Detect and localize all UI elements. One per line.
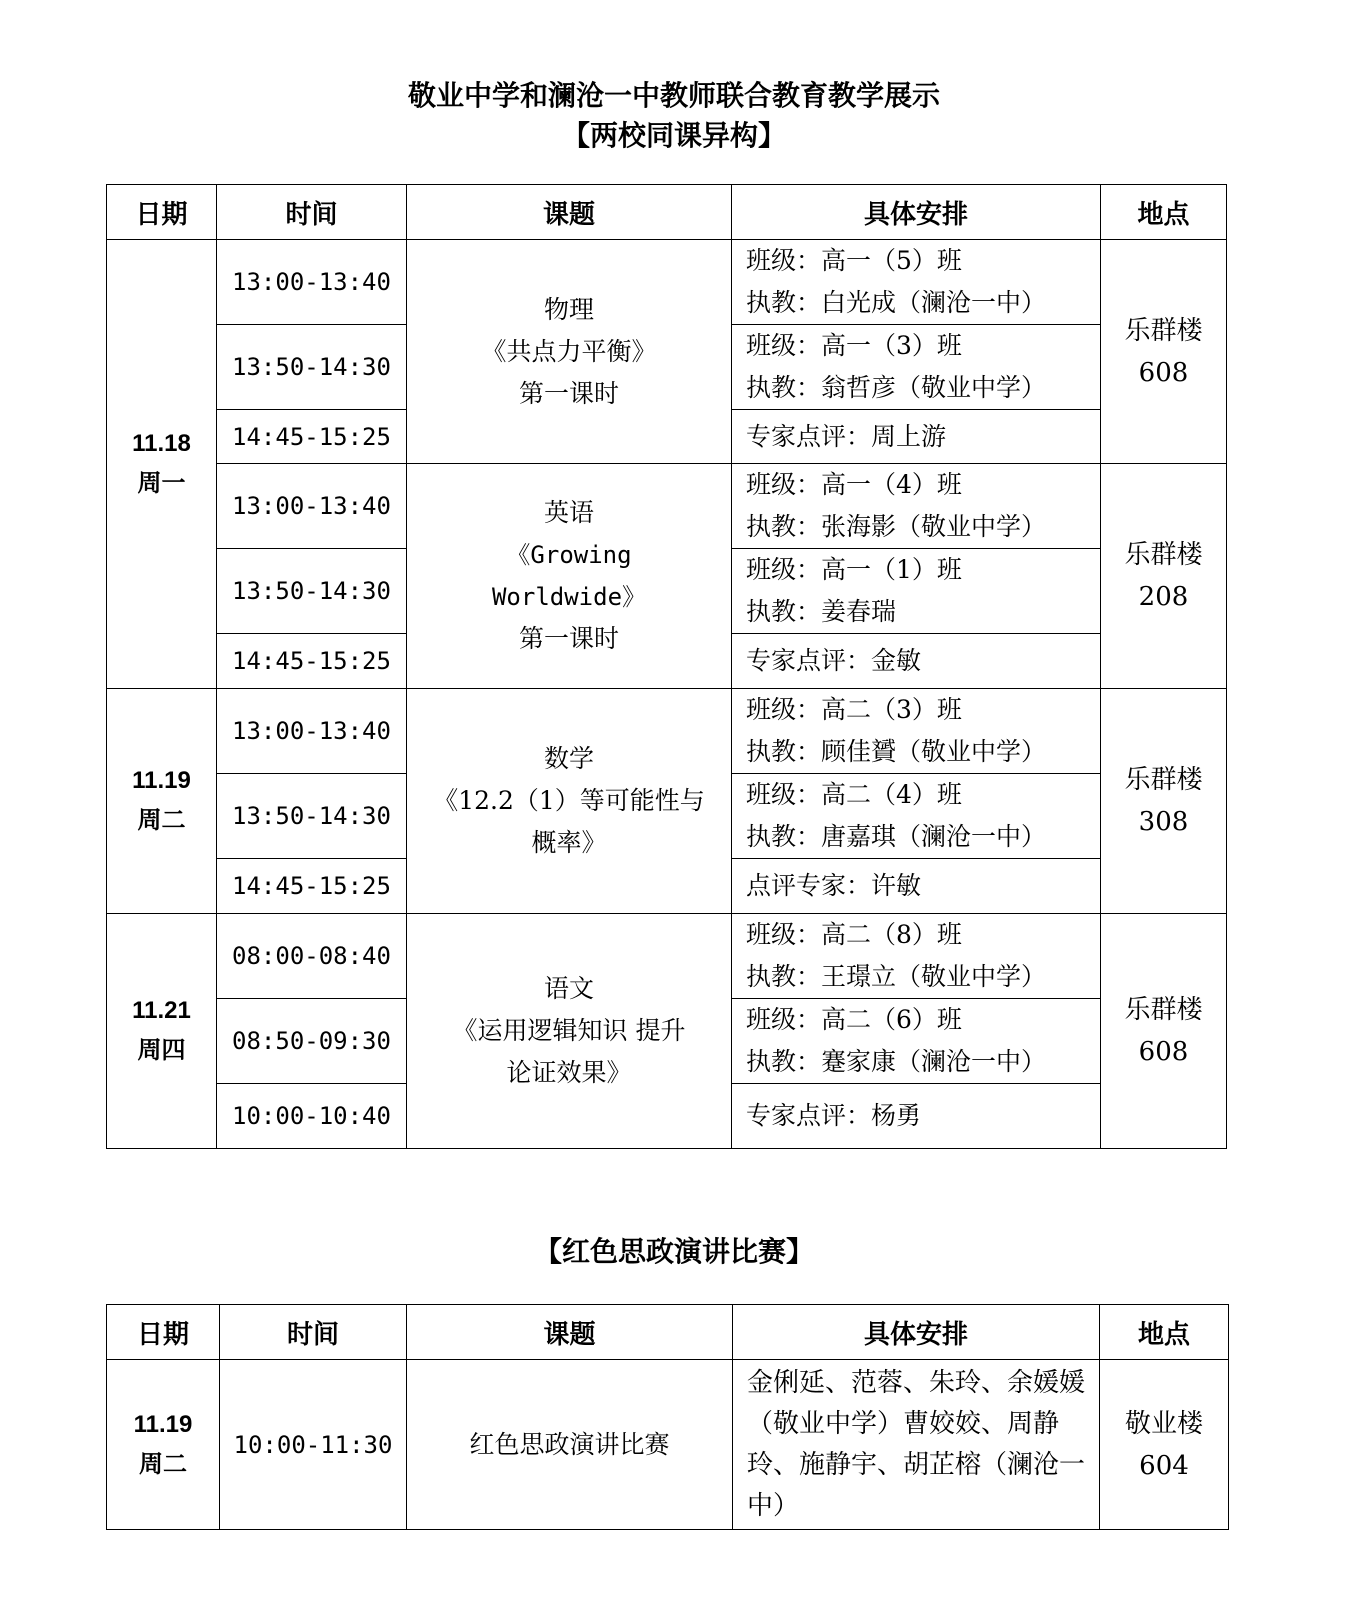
teacher-label: 执教：翁哲彦（敬业中学） bbox=[746, 373, 1047, 402]
date-value: 11.18 bbox=[132, 430, 191, 457]
arrangement-cell bbox=[732, 634, 1101, 689]
time-cell: 10:00-11:30 bbox=[220, 1360, 407, 1530]
class-label: 班级：高一（5）班 bbox=[746, 246, 962, 275]
arrangement-cell bbox=[732, 464, 1101, 549]
table-row bbox=[107, 914, 1227, 999]
header-topic: 课题 bbox=[407, 185, 732, 240]
table-row bbox=[107, 240, 1227, 325]
speech-contest-table bbox=[106, 1304, 1229, 1530]
time-cell: 08:50-09:30 bbox=[217, 999, 407, 1084]
teacher-label: 执教：蹇家康（澜沧一中） bbox=[746, 1047, 1047, 1076]
topic-cell bbox=[407, 689, 732, 914]
reviewer-label: 点评专家：许敏 bbox=[746, 871, 922, 900]
header-time: 时间 bbox=[217, 185, 407, 240]
arrangement-cell bbox=[732, 325, 1101, 410]
class-label: 班级：高二（3）班 bbox=[746, 695, 962, 724]
topic-period: 第一课时 bbox=[518, 624, 619, 653]
location-cell bbox=[1100, 1360, 1229, 1530]
topic-cell bbox=[407, 240, 732, 464]
table-row bbox=[107, 1360, 1229, 1530]
room-number: 208 bbox=[1138, 582, 1189, 612]
time-cell: 14:45-15:25 bbox=[217, 410, 407, 464]
teacher-label: 执教：顾佳贇（敬业中学） bbox=[746, 737, 1047, 766]
teacher-label: 执教：王璟立（敬业中学） bbox=[746, 962, 1047, 991]
time-cell: 13:00-13:40 bbox=[217, 240, 407, 325]
building-name: 乐群楼 bbox=[1124, 995, 1203, 1025]
date-value: 11.19 bbox=[133, 1410, 193, 1438]
topic-subject: 数学 bbox=[543, 744, 594, 773]
time-cell: 10:00-10:40 bbox=[217, 1084, 407, 1149]
weekday-value: 周二 bbox=[139, 1450, 187, 1478]
location-cell bbox=[1101, 240, 1227, 464]
arrangement-cell bbox=[732, 1084, 1101, 1149]
time-cell: 13:50-14:30 bbox=[217, 325, 407, 410]
topic-title-cont: Worldwide》 bbox=[491, 583, 647, 611]
teacher-label: 执教：白光成（澜沧一中） bbox=[746, 288, 1047, 317]
weekday-value: 周一 bbox=[137, 470, 186, 497]
arrangement-cell bbox=[732, 689, 1101, 774]
header-location: 地点 bbox=[1101, 185, 1227, 240]
arrangement-cell bbox=[732, 240, 1101, 325]
reviewer-label: 专家点评：杨勇 bbox=[746, 1101, 922, 1130]
time-cell: 13:50-14:30 bbox=[217, 774, 407, 859]
topic-cell bbox=[407, 464, 732, 689]
same-lesson-schedule-table bbox=[106, 184, 1227, 1149]
room-number: 308 bbox=[1138, 807, 1189, 837]
header-arrangement: 具体安排 bbox=[732, 185, 1101, 240]
document-title: 敬业中学和澜沧一中教师联合教育教学展示 bbox=[407, 79, 940, 112]
building-name: 乐群楼 bbox=[1124, 765, 1203, 795]
arrangement-cell bbox=[732, 410, 1101, 464]
room-number: 608 bbox=[1138, 357, 1189, 388]
arrangement-cell bbox=[732, 859, 1101, 914]
location-cell bbox=[1101, 689, 1227, 914]
time-cell: 14:45-15:25 bbox=[217, 634, 407, 689]
header-location: 地点 bbox=[1100, 1305, 1229, 1360]
time-cell: 13:50-14:30 bbox=[217, 549, 407, 634]
arrangement-cell bbox=[732, 914, 1101, 999]
reviewer-label: 专家点评：周上游 bbox=[746, 421, 947, 451]
table-row bbox=[107, 689, 1227, 774]
arrangement-cell bbox=[732, 999, 1101, 1084]
header-date: 日期 bbox=[107, 185, 217, 240]
class-label: 班级：高二（8）班 bbox=[746, 920, 962, 949]
building-name: 乐群楼 bbox=[1124, 540, 1203, 570]
table-header-row bbox=[107, 1305, 1229, 1360]
class-label: 班级：高一（1）班 bbox=[746, 555, 962, 584]
time-cell: 14:45-15:25 bbox=[217, 859, 407, 914]
topic-subject: 语文 bbox=[543, 974, 594, 1003]
table-header-row bbox=[107, 185, 1227, 240]
location-cell bbox=[1101, 914, 1227, 1149]
arrangement-cell bbox=[732, 549, 1101, 634]
table-row bbox=[107, 464, 1227, 549]
room-number: 604 bbox=[1139, 1450, 1189, 1481]
date-cell bbox=[107, 689, 217, 914]
topic-title: 《运用逻辑知识 提升 bbox=[452, 1016, 686, 1045]
header-topic: 课题 bbox=[407, 1305, 733, 1360]
time-cell: 13:00-13:40 bbox=[217, 689, 407, 774]
section-title-same-lesson: 【两校同课异构】 bbox=[561, 119, 786, 152]
class-label: 班级：高一（3）班 bbox=[746, 331, 962, 360]
weekday-value: 周四 bbox=[137, 1037, 186, 1064]
weekday-value: 周二 bbox=[137, 807, 186, 834]
teacher-label: 执教：张海影（敬业中学） bbox=[746, 512, 1047, 541]
topic-period: 第一课时 bbox=[518, 378, 619, 408]
date-value: 11.19 bbox=[132, 767, 191, 794]
building-name: 敬业楼 bbox=[1124, 1408, 1203, 1439]
topic-title: 《12.2（1）等可能性与 bbox=[433, 786, 705, 815]
header-arrangement: 具体安排 bbox=[733, 1305, 1100, 1360]
date-cell bbox=[107, 1360, 220, 1530]
date-cell bbox=[107, 240, 217, 689]
class-label: 班级：高二（6）班 bbox=[746, 1005, 962, 1034]
topic-title-cont: 概率》 bbox=[531, 828, 607, 857]
topic-title: 《Growing bbox=[506, 541, 632, 569]
reviewer-label: 专家点评：金敏 bbox=[746, 646, 922, 675]
topic-title-cont: 论证效果》 bbox=[506, 1058, 632, 1087]
header-time: 时间 bbox=[220, 1305, 407, 1360]
class-label: 班级：高一（4）班 bbox=[746, 470, 962, 499]
location-cell bbox=[1101, 464, 1227, 689]
date-value: 11.21 bbox=[132, 997, 191, 1024]
topic-subject: 物理 bbox=[543, 294, 594, 324]
topic-cell: 红色思政演讲比赛 bbox=[407, 1360, 733, 1530]
arrangement-cell bbox=[732, 774, 1101, 859]
room-number: 608 bbox=[1138, 1037, 1189, 1067]
class-label: 班级：高二（4）班 bbox=[746, 780, 962, 809]
time-cell: 08:00-08:40 bbox=[217, 914, 407, 999]
section-title-speech-contest: 【红色思政演讲比赛】 bbox=[533, 1235, 814, 1268]
date-cell bbox=[107, 914, 217, 1149]
teacher-label: 执教：姜春瑞 bbox=[746, 597, 897, 626]
header-date: 日期 bbox=[107, 1305, 220, 1360]
teacher-label: 执教：唐嘉琪（澜沧一中） bbox=[746, 822, 1047, 851]
topic-cell bbox=[407, 914, 732, 1149]
topic-subject: 英语 bbox=[543, 498, 594, 527]
building-name: 乐群楼 bbox=[1124, 315, 1203, 346]
time-cell: 13:00-13:40 bbox=[217, 464, 407, 549]
topic-title: 《共点力平衡》 bbox=[481, 336, 657, 366]
arrangement-cell: 金俐延、范蓉、朱玲、余媛媛（敬业中学）曹姣姣、周静玲、施静宇、胡芷榕（澜沧一中） bbox=[733, 1360, 1100, 1530]
